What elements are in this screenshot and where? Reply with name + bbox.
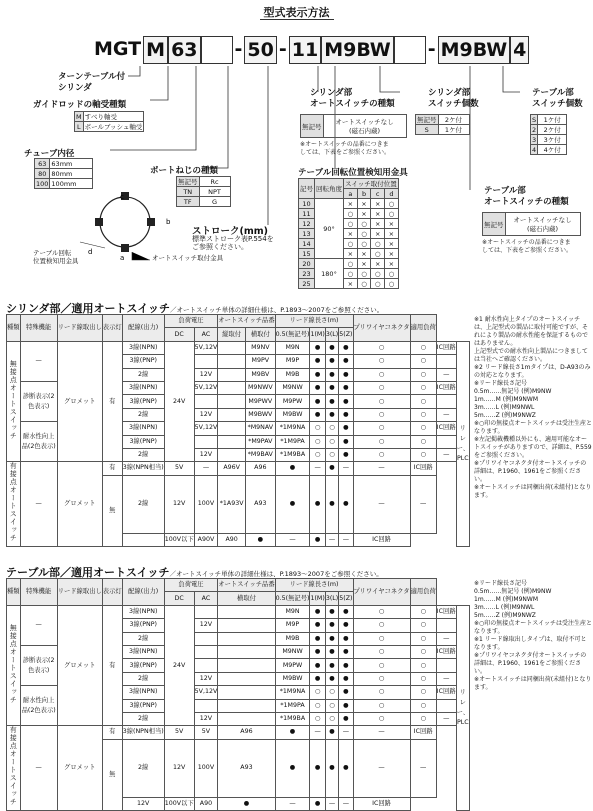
guide-label: ガイドロッドの軸受種類 [33,100,127,110]
model-50: 50 [244,36,276,64]
rot-row: 12 ○ ○ × × [299,219,399,229]
page-title: 型式表示方法 [0,4,593,20]
rot-row: 20 180° ○ × × × [299,259,399,269]
table-row: 3線(PNP) *1M9PA ○ ○ ● ○ ○ [7,699,470,712]
stroke-note: 標準ストローク表P.554を ご参照ください。 [192,235,274,251]
table-row: 3線(PNP) *M9PAV *1M9PA ○ ○ ● ○ ○ [7,435,470,448]
table-row: 3線(PNP) M9PWV M9PW ● ● ● ○ ○ [7,395,470,408]
model-sw2: M9BW [438,36,511,64]
table-row: 2線 12V M9BW ● ● ● ○ ○ — [7,672,470,685]
tube-table: 63 63mm 80 80mm 100 100mm [34,158,93,189]
rot-row: 11 ○ × × ○ [299,209,399,219]
table-row: 3線(PNP) M9PV M9P ● ● ● ○ ○ [7,355,470,368]
tbl-qty-label: テーブル部 スイッチ個数 [532,88,583,109]
sect1-title: シリンダ部／適用オートスイッチ／オートスイッチ単体の詳細仕様は、P.1893～2007をご参照ください。 [6,302,384,315]
table-row: 耐水性向上品(2色表示) 3線(NPN) 5V,12V *M9NAV *1M9NA ○ ○ ● ○ ○ IC回路 [7,422,470,435]
table-row: 診断表示(2色表示) 3線(NPN) 5V,12V M9NWV M9NW ● ● ● ○ ○ IC回路 [7,381,470,394]
cyl-sw-label: シリンダ部 オートスイッチの種類 [310,88,395,109]
diagram-a: a [120,254,125,262]
tbl-qty-table: S 1ケ付 2 2ケ付 3 3ケ付 4 4ケ付 [530,114,567,155]
table-row: 有接点オートスイッチ — グロメット 有 3線(NPN相当) 5V 5V A96 ● — ● — — IC回路 [7,726,470,739]
table-row: 無接点オートスイッチ — グロメット 有 3線(NPN) 24V M9N ● ● ● ○ ○ IC回路 リレー、PLC [7,605,470,618]
rot-row: 10 90° × × × ○ [299,199,399,209]
port-table: 無記号 Rc TN NPT TF G [176,176,231,207]
cyl-sw-note: ※オートスイッチの品番につきま しては、下表をご参照ください。 [300,141,391,156]
tbl-sw-table: 無記号 オートスイッチなし (磁石内蔵) [482,212,581,236]
tbl-switch-table: 種類 特殊機能 リード線取出し 表示灯 配線(出力) 負荷電圧 オートスイッチ品番 リード線長さ(m) プリワイヤコネクタ 適用負荷 DC AC 横取付 0.5(無記号) 1(M) 3(L) 5(Z) 無接点オートスイッチ — グロメット 有 3線(NPN) 24V M9N ● ● ● ○ ○ IC回路 リレー、PLC 3線(PNP) 12V M9P ● ● ● ○ ○ 2線 M9B ● ● ● ○ ○ — 診断表示(2色表示) 3線(NPN) M9NW ● ● ● ○ ○ IC回路 3線(PNP) M9PW ● ● ● ○ ○ 2線 12V M9BW ● ● ● ○ ○ — 耐水性向上品(2色表示) 3線(NPN) 5V,12V *1M9NA ○ ○ ● ○ ○ IC回路 3線(PNP) *1M9PA ○ ○ ● ○ ○ 2線 12V *1M9BA ○ ○ ● ○ ○ — 有接点オートスイッチ — グロメット 有 3線(NPN相当) 5V 5V A96 ● — ● — — IC回路 無 2線 12V 100V A93 ● ● ● ● — — 12V 100V以下 A90 ● — ● — — IC回路 [6,578,470,811]
cyl-switch-table: 種類 特殊機能 リード線取出し 表示灯 配線(出力) 負荷電圧 オートスイッチ品番 リード線長さ(m) プリワイヤコネクタ 適用負荷 DC AC 縦取付 横取付 0.5(無記号) 1(M) 3(L) 5(Z) 無接点オートスイッチ — グロメット 有 3線(NPN) 24V 5V,12V M9NV M9N ● ● ● ○ ○ IC回路 リレー、PLC 3線(PNP) M9PV M9P ● ● ● ○ ○ 2線 12V M9BV M9B ● ● ● ○ ○ — 診断表示(2色表示) 3線(NPN) 5V,12V M9NWV M9NW ● ● ● ○ ○ IC回路 3線(PNP) M9PWV M9PW ● ● ● ○ ○ 2線 12V M9BWV M9BW ● ● ● ○ ○ — 耐水性向上品(2色表示) 3線(NPN) 5V,12V *M9NAV *1M9NA ○ ○ ● ○ ○ IC回路 3線(PNP) *M9PAV *1M9PA ○ ○ ● ○ ○ 2線 12V *M9BAV *1M9BA ○ ○ ● ○ ○ — 有接点オートスイッチ — グロメット 有 3線(NPN相当) 5V — A96V A96 ● — ● — — IC回路 無 2線 12V 100V *1A93V A93 ● ● ● ● — — 100V以下 A90V A90 ● — ● — — IC回路 [6,314,470,547]
mount-label: オートスイッチ取付金具 [152,254,224,262]
model-bore: 63 [168,36,200,64]
table-header: 種類 特殊機能 リード線取出し 表示灯 配線(出力) 負荷電圧 オートスイッチ品番 リード線長さ(m) プリワイヤコネクタ 適用負荷 [7,315,470,328]
tbl-sw-label: テーブル部 オートスイッチの種類 [484,186,569,207]
table-row: 有接点オートスイッチ — グロメット 有 3線(NPN相当) 5V — A96V A96 ● — ● — — IC回路 [7,462,470,475]
model-m: M [143,36,168,64]
table-row: 無 2線 12V 100V *1A93V A93 ● ● ● ● — — [7,475,470,533]
cyl-notes: ※1 耐水性向上タイプのオートスイッチは、上記型式の製品に取付可能ですが、それにより製品の耐水性能を保証するものではありません。 上記型式での耐水性向上製品につきましては当社へご確認ください。 ※2 リード線長さ1mタイプは、D-A93のみの対応となります。 ※リード線長さ記号 0.5m……無記号 (例)M9NW 1m……M (例)M9NWM 3m……L (例)M9NWL 5m……Z (例)M9NWZ ※○印の無接点オートスイッチは受注生産となります。 ※左記掲載機種以外にも、適用可能なオートスイッチがありますので、詳細は、P.559をご参照ください。 ※プリワイヤコネクタ付オートスイッチの詳細は、P.1960、1961をご参照ください。 ※オートスイッチは同梱出荷(未組付)となります。 [474,316,592,499]
guide-table: M すべり軸受 L ボールブッシュ軸受 [76,112,143,131]
diagram-d: d [88,248,93,256]
table-row: 耐水性向上品(2色表示) 3線(NPN) 5V,12V *1M9NA ○ ○ ● ○ ○ IC回路 [7,686,470,699]
cyl-qty-label: シリンダ部 スイッチ個数 [428,88,479,109]
table-row: 2線 12V M9BWV M9BW ● ● ● ○ ○ — [7,408,470,421]
turntable-label: ターンテーブル付 シリンダ [58,72,126,93]
table-row: 12V 100V以下 A90 ● — ● — — IC回路 [7,797,470,810]
stroke-label: ストローク(mm) [192,226,268,237]
table-row: 無 2線 12V 100V A93 ● ● ● ● — — [7,739,470,797]
diagram-c: c [120,193,124,201]
rot-row: 25 × ○ ○ ○ [299,279,399,289]
rot-label: テーブル回転 位置検知用金具 [33,249,79,265]
rot-table: 記号 回転角度 スイッチ取付位置 a b c d 10 90° × × × ○ 11 ○ × × ○ 12 ○ ○ × × 13 × ○ × × 14 ○ ○ ○ × 15 × × ○ × 20 180° ○ × × × 23 ○ ○ ○ ○ 25 × ○ ○ ○ [300,180,397,288]
table-row: 3線(PNP) 12V M9P ● ● ● ○ ○ [7,619,470,632]
table-row: 2線 12V *1M9BA ○ ○ ● ○ ○ — [7,712,470,725]
rot-row: 14 ○ ○ ○ × [299,239,399,249]
table-row: 2線 M9B ● ● ● ○ ○ — [7,632,470,645]
tube-label: チューブ内径 [24,149,75,159]
port-label: ポートねじの種類 [150,166,219,176]
rot-row: 13 × ○ × × [299,229,399,239]
table-row: 3線(PNP) M9PW ● ● ● ○ ○ [7,659,470,672]
sect2-title: テーブル部／適用オートスイッチ／オートスイッチ単体の詳細仕様は、P.1893～2007をご参照ください。 [6,566,383,579]
rot-title: テーブル回転位置検知用金具 [298,168,408,178]
model-code: MGT M 63 - 50 - 11 M9BW - M9BW 4 [92,36,529,66]
cyl-sw-table: 無記号 オートスイッチなし (磁石内蔵) [300,114,407,138]
table-header: 種類 特殊機能 リード線取出し 表示灯 配線(出力) 負荷電圧 オートスイッチ品番 リード線長さ(m) プリワイヤコネクタ 適用負荷 [7,579,470,592]
table-row: 100V以下 A90V A90 ● — ● — — IC回路 [7,533,470,546]
table-row: 2線 12V *M9BAV *1M9BA ○ ○ ● ○ ○ — [7,448,470,461]
rot-row: 23 ○ ○ ○ ○ [299,269,399,279]
table-row: 無接点オートスイッチ — グロメット 有 3線(NPN) 24V 5V,12V M9NV M9N ● ● ● ○ ○ IC回路 リレー、PLC [7,341,470,354]
model-sw1: M9BW [321,36,394,64]
tbl-notes: ※リード線長さ記号 0.5m……無記号 (例)M9NW 1m……M (例)M9NWM 3m……L (例)M9NWL 5m……Z (例)M9NWZ ※○印の無接点オートスイッチは受注生産となります。 ※1 リード線取出しタイプは、取付不可となります。 ※プリワイヤコネクタ付オートスイッチの詳細は、P.1960、1961をご参照ください。 ※オートスイッチは同梱出荷(未組付)となります。 [474,580,592,691]
model-qty: 4 [510,36,529,64]
rot-row: 15 × × ○ × [299,249,399,259]
diagram-b: b [166,218,171,226]
model-11: 11 [289,36,321,64]
model-mgt: MGT [94,38,142,60]
cyl-qty-table: 無記号 2ケ付 S 1ケ付 [415,114,470,135]
tbl-sw-note: ※オートスイッチの品番につきま しては、下表をご参照ください。 [482,239,573,254]
table-row: 診断表示(2色表示) 3線(NPN) M9NW ● ● ● ○ ○ IC回路 [7,645,470,658]
table-row: 2線 12V M9BV M9B ● ● ● ○ ○ — [7,368,470,381]
